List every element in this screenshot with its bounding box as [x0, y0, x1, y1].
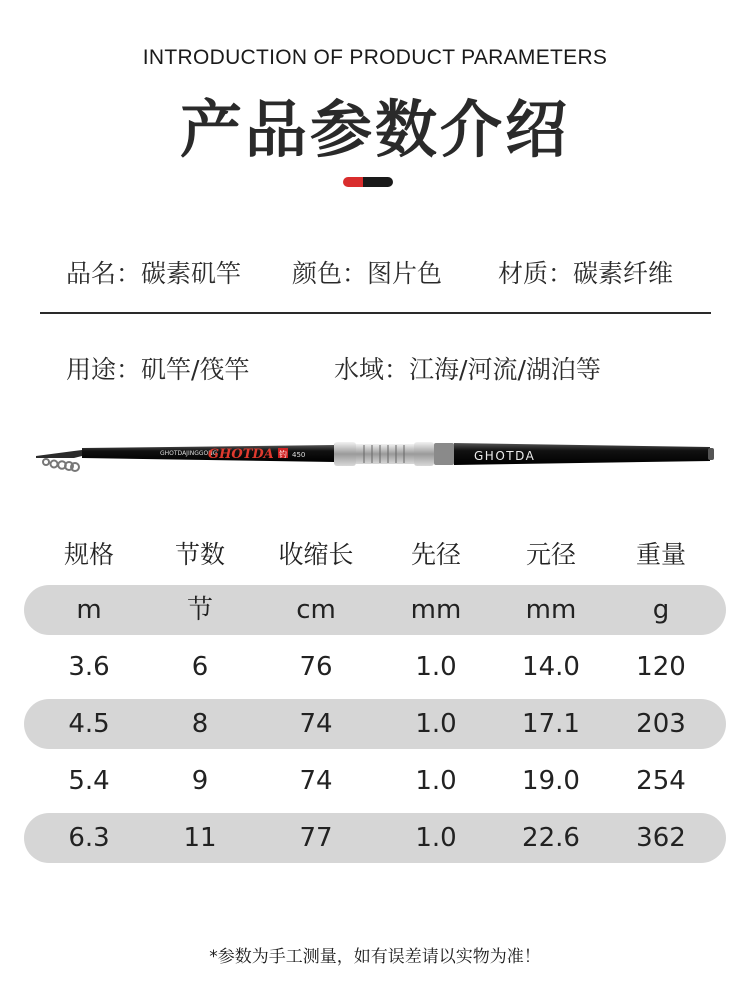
- table-cell: 77: [299, 823, 333, 853]
- table-row: [24, 756, 726, 806]
- attr-value: 矶竿/筏竿: [141, 355, 250, 384]
- table-cell: 22.6: [522, 823, 580, 853]
- accent-black-segment: [363, 177, 393, 187]
- table-cell: 3.6: [68, 652, 110, 682]
- table-cell: 9: [191, 766, 209, 796]
- table-unit-cell: mm: [525, 595, 577, 625]
- attr-label: 颜色：: [292, 259, 368, 288]
- attr-value: 碳素纤维: [573, 259, 674, 288]
- table-header-cell: 先径: [410, 540, 461, 569]
- attr-water-area: [334, 350, 601, 386]
- table-cell: 1.0: [415, 709, 457, 739]
- attr-label: 用途：: [66, 355, 142, 384]
- table-cell: 1.0: [415, 823, 457, 853]
- section-divider: [40, 312, 711, 314]
- rod-brand-logo: GHOTDA: [208, 447, 274, 462]
- rod-model: 450: [292, 451, 306, 459]
- table-cell: 14.0: [522, 652, 580, 682]
- table-cell: 5.4: [68, 766, 110, 796]
- table-cell: 8: [191, 709, 209, 739]
- table-cell: 254: [636, 766, 686, 796]
- table-cell: 19.0: [522, 766, 580, 796]
- table-row: [24, 813, 726, 863]
- table-unit-cell: mm: [410, 595, 462, 625]
- rod-guides: [43, 459, 79, 471]
- attr-value: 图片色: [367, 259, 443, 288]
- title-accent-bar: [343, 177, 393, 187]
- table-unit-cell: cm: [296, 595, 336, 625]
- attr-label: 材质：: [498, 259, 574, 288]
- table-cell: 362: [636, 823, 686, 853]
- table-unit-cell: m: [76, 595, 102, 625]
- chinese-title: 产品参数介绍: [179, 93, 570, 166]
- attr-value: 江海/河流/湖泊等: [409, 355, 601, 384]
- rod-badge: 钓: [279, 450, 287, 459]
- table-cell: 1.0: [415, 652, 457, 682]
- table-cell: 17.1: [522, 709, 580, 739]
- table-row: [24, 699, 726, 749]
- table-header-cell: 元径: [525, 540, 576, 569]
- table-cell: 6: [191, 652, 209, 682]
- attr-label: 水域：: [334, 355, 410, 384]
- table-header-cell: 重量: [635, 540, 686, 569]
- attr-value: 碳素矶竿: [141, 259, 242, 288]
- attr-material: [498, 254, 673, 290]
- table-unit-cell: g: [652, 595, 670, 625]
- table-header-row: [24, 530, 726, 580]
- attr-color: [292, 254, 442, 290]
- table-unit-cell: 节: [186, 595, 213, 625]
- table-cell: 1.0: [415, 766, 457, 796]
- table-header-cell: 规格: [63, 540, 114, 569]
- rod-brand-band: GHOTDA: [474, 449, 536, 463]
- table-cell: 74: [299, 766, 333, 796]
- footnote: *参数为手工测量，如有误差请以实物为准！: [209, 947, 541, 967]
- attr-product-name: [66, 254, 241, 290]
- fishing-rod-image: [34, 434, 714, 482]
- table-cell: 11: [183, 823, 217, 853]
- accent-red-segment: [343, 177, 363, 187]
- table-row: [24, 642, 726, 692]
- table-unit-row: [24, 585, 726, 635]
- table-cell: 4.5: [68, 709, 110, 739]
- attr-label: 品名：: [66, 259, 142, 288]
- table-cell: 6.3: [68, 823, 110, 853]
- table-cell: 76: [299, 652, 333, 682]
- table-cell: 74: [299, 709, 333, 739]
- table-header-cell: 收缩长: [278, 540, 354, 569]
- table-header-cell: 节数: [174, 540, 225, 569]
- attr-usage: [66, 350, 249, 386]
- table-cell: 203: [636, 709, 686, 739]
- rod-brand-small: GHOTDAJINGGONG: [160, 450, 218, 457]
- english-title: INTRODUCTION OF PRODUCT PARAMETERS: [142, 46, 608, 69]
- table-cell: 120: [636, 652, 686, 682]
